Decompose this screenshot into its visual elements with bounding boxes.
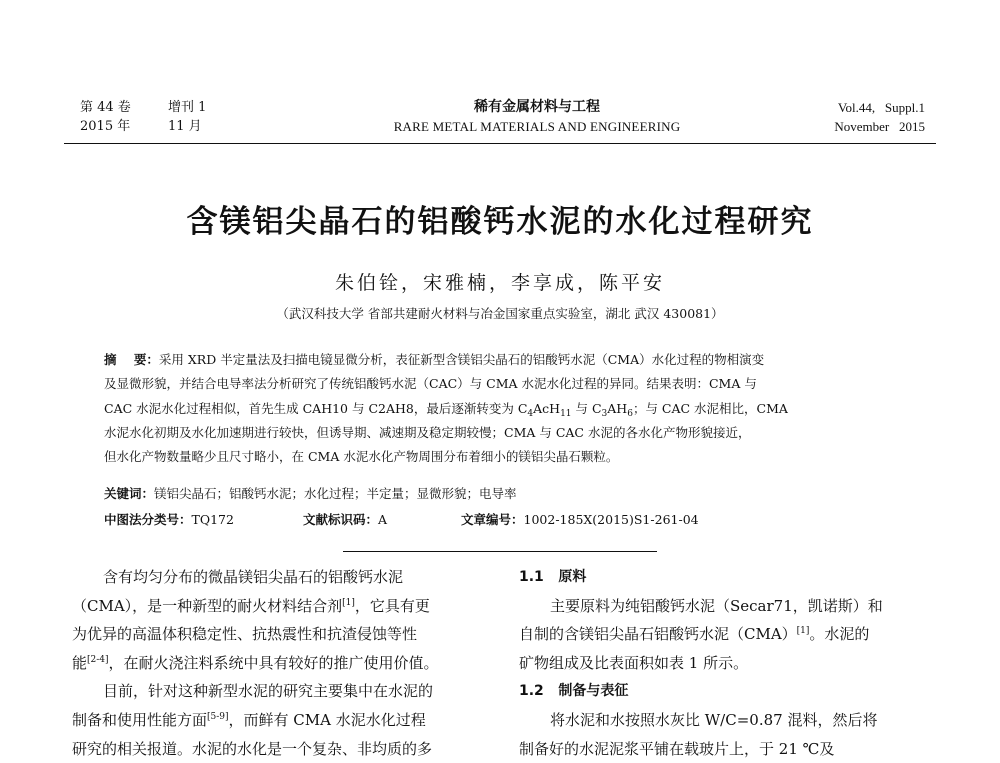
body-line (72, 649, 492, 678)
volume-en: Vol.44, Suppl.1 (837, 100, 925, 115)
abstract-text: 采用 XRD 半定量法及扫描电镜显微分析，表征新型含镁铝尖晶石的铝酸钙水泥（CMA）水化过程的物相演变 (158, 352, 765, 367)
subscript: 11 (560, 408, 572, 419)
abstract-line (104, 397, 899, 421)
body-line: 矿物组成及比表面积如表 1 所示。 (519, 653, 749, 672)
body-line (72, 592, 492, 621)
body-line: 将水泥和水按照水灰比 W/C=0.87 混料，然后将 (550, 710, 878, 729)
section-heading-1-1 (519, 563, 931, 592)
keywords-label: 关键词： (104, 486, 155, 501)
header-volume-en (834, 98, 925, 136)
section-heading-text: 1.2 制备与表征 (519, 683, 629, 700)
header-journal (372, 98, 702, 136)
body-line: 制备好的水泥泥浆平铺在载玻片上，于 21 ℃及 (519, 739, 835, 758)
article-number-entry (461, 510, 699, 528)
abstract-text: 与 C (571, 400, 602, 416)
year-cn: 2015 年 (80, 119, 131, 134)
abstract-text: CAC 水泥水化过程相似，首先生成 CAH10 与 C2AH8，最后逐渐转变为 C (104, 400, 528, 416)
header-rule (64, 143, 936, 144)
paper-affiliation: （武汉科技大学 省部共建耐火材料与冶金国家重点实验室，湖北 武汉 430081） (276, 306, 724, 321)
subscript: 6 (627, 408, 633, 419)
body-text: 自制的含镁铝尖晶石铝酸钙水泥（CMA） (519, 625, 797, 644)
body-line: 研究的相关报道。水泥的水化是一个复杂、非均质的多 (72, 739, 433, 758)
body-line (519, 620, 931, 649)
abstract-line: 水泥水化初期及水化加速期进行较快，但诱导期、减速期及稳定期较慢；CMA 与 CAC 水泥的各水化产物形貌接近， (104, 424, 751, 440)
abstract-label: 摘 要： (104, 352, 159, 367)
body-line: 主要原料为纯铝酸钙水泥（Secar71，凯诺斯）和 (550, 596, 883, 615)
month-cn: 11 月 (168, 119, 202, 134)
journal-title-en: RARE METAL MATERIALS AND ENGINEERING (393, 119, 681, 134)
doc-code-value: A (378, 512, 388, 527)
abstract-line: 但水化产物数量略少且尺寸略小，在 CMA 水泥水化产物周围分布着细小的镁铝尖晶石颗粒。 (104, 449, 619, 465)
body-text: 制备和使用性能方面 (72, 710, 208, 729)
paper-authors: 朱伯铨，宋雅楠，李享成，陈平安 (334, 272, 665, 294)
running-header (80, 98, 925, 140)
subscript: 3 (601, 408, 608, 419)
paper-title: 含镁铝尖晶石的铝酸钙水泥的水化过程研究 (186, 204, 814, 240)
citation: [1] (796, 626, 810, 637)
abstract-text: ；与 CAC 水泥相比，CMA (632, 400, 788, 416)
header-volume-cn (80, 98, 131, 136)
body-text: ，它具有更 (354, 596, 430, 615)
body-text: 。水泥的 (809, 625, 870, 644)
body-column-right (519, 563, 931, 763)
section-heading-1-2 (519, 677, 931, 706)
body-line: 含有均匀分布的微晶镁铝尖晶石的铝酸钙水泥 (103, 568, 404, 586)
body-column-left (72, 563, 492, 763)
clc-label: 中图法分类号： (104, 512, 192, 527)
article-number-value: 1002-185X(2015)S1-261-04 (523, 512, 699, 527)
article-number-label: 文章编号： (461, 512, 524, 527)
clc-value: TQ172 (191, 512, 234, 527)
abstract (104, 348, 899, 469)
keywords (104, 484, 517, 502)
body-line (72, 706, 492, 735)
abstract-rule (343, 551, 657, 552)
volume-cn: 第 44 卷 (80, 100, 131, 115)
header-issue-cn (168, 98, 206, 136)
body-text: （CMA），是一种新型的耐火材料结合剂 (72, 596, 343, 615)
body-text: 能 (72, 653, 88, 672)
keywords-text: 镁铝尖晶石；铝酸钙水泥；水化过程；半定量；显微形貌；电导率 (154, 486, 517, 501)
date-en: November 2015 (834, 119, 925, 134)
body-text: ，而鲜有 CMA 水泥水化过程 (228, 710, 426, 729)
abstract-text: AcH (533, 400, 561, 416)
section-heading-text: 1.1 原料 (519, 569, 587, 585)
citation: [1] (342, 597, 355, 608)
body-line: 目前，针对这种新型水泥的研究主要集中在水泥的 (103, 682, 434, 701)
issue-cn: 增刊 1 (168, 100, 207, 115)
clc-entry (104, 510, 234, 528)
doc-code-entry (303, 510, 387, 528)
journal-title-cn: 稀有金属材料与工程 (474, 99, 600, 115)
citation: [5-9] (207, 711, 229, 722)
abstract-line (104, 348, 899, 372)
subscript: 4 (527, 408, 534, 419)
abstract-text: AH (607, 400, 628, 416)
doc-code-label: 文献标识码： (303, 512, 379, 527)
citation: [2-4] (87, 654, 109, 665)
body-line: 为优异的高温体积稳定性、抗热震性和抗渣侵蚀等性 (72, 625, 418, 644)
body-text: ，在耐火浇注料系统中具有较好的推广使用价值。 (108, 653, 439, 672)
abstract-line: 及显微形貌，并结合电导率法分析研究了传统铝酸钙水泥（CAC）与 CMA 水泥水化过程的异同。结果表明：CMA 与 (104, 376, 757, 392)
